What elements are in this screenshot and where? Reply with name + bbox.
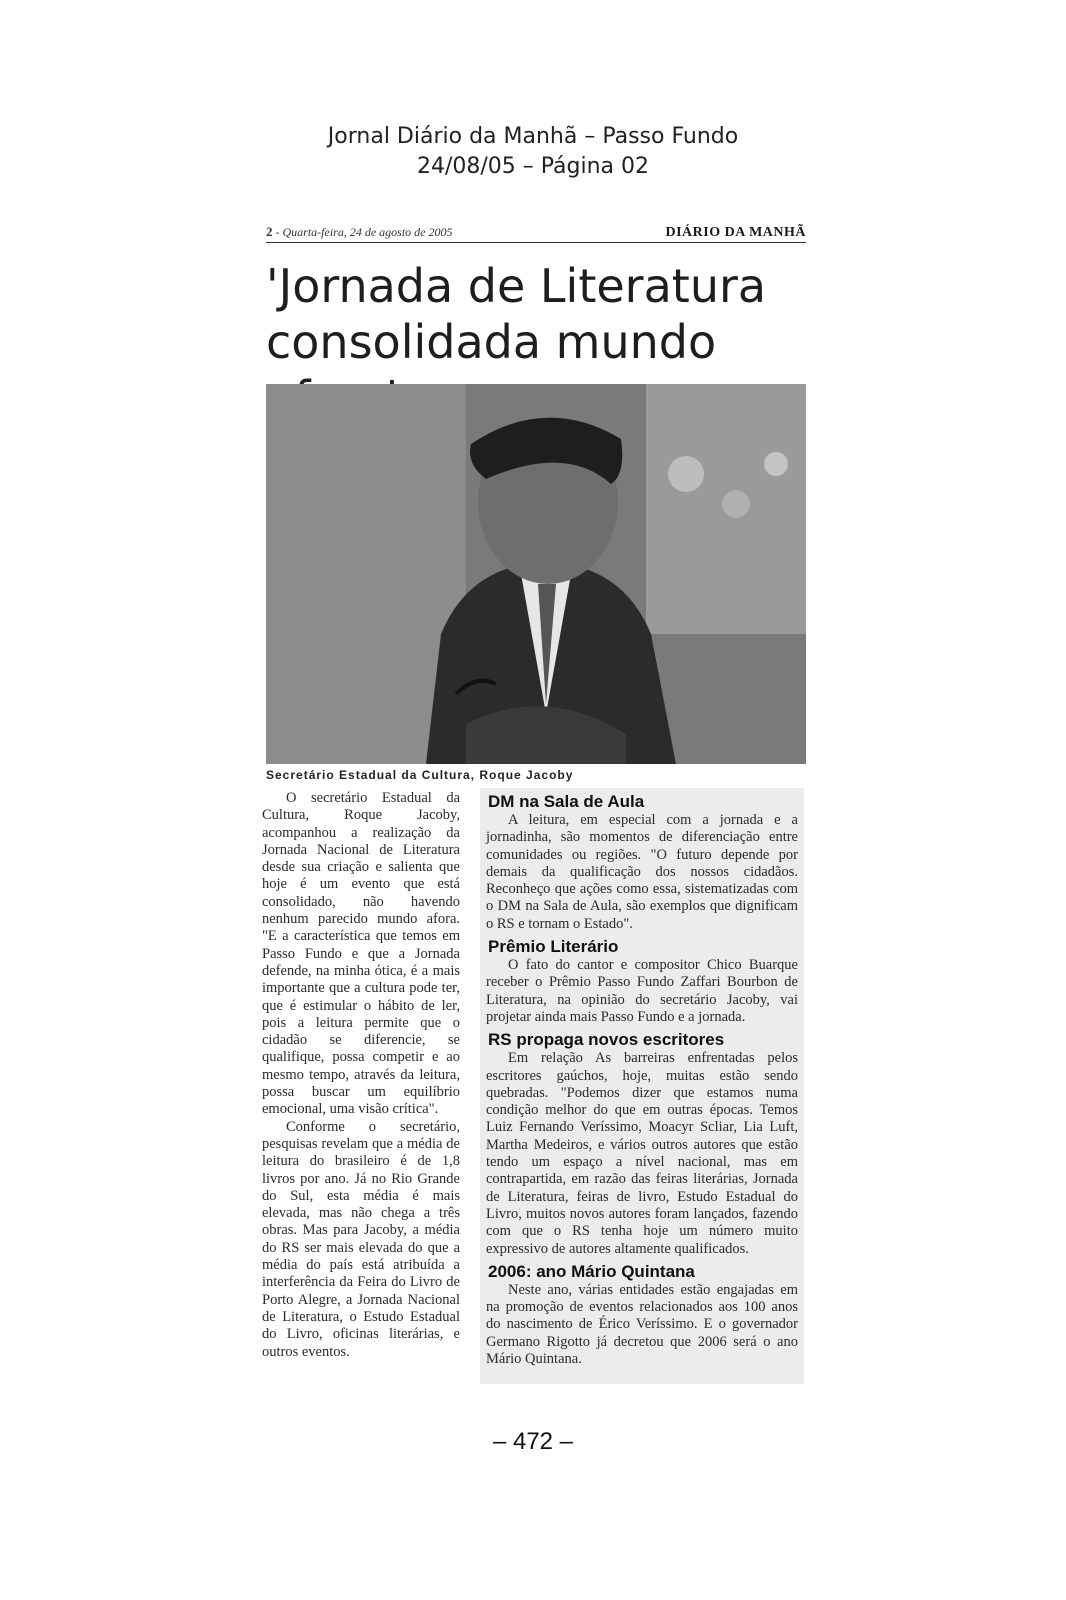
masthead (266, 220, 806, 243)
headline-line-1: 'Jornada de Literatura (266, 259, 767, 313)
section-title-rs-propaga: RS propaga novos escritores (488, 1030, 725, 1050)
article-sidebar (480, 788, 804, 1384)
article-left-column (262, 790, 460, 1361)
photo-caption: Secretário Estadual da Cultura, Roque Jacoby (266, 768, 574, 782)
portrait-illustration (266, 384, 806, 764)
article-paragraph-1: O secretário Estadual da Cultura, Roque Jacoby, acompanhou a realização da Jornada Nacional de Literatura desde sua criação e salienta que hoje é um evento que está consolidado, não havendo nenhum parecido mundo afora. "E a característica que temos em Passo Fundo e que a Jornada defende, na minha ótica, é a mais importante que a cultura pode ter, que é estimular o hábito de ler, pois a leitura permite que o cidadão se diferencie, se qualifique, possa competir e ao mesmo tempo, através da leitura, possa buscar um equilíbrio emocional, uma visão crítica". (262, 790, 460, 1118)
source-line-1: Jornal Diário da Manhã – Passo Fundo (327, 124, 739, 149)
source-line-2: 24/08/05 – Página 02 (416, 154, 650, 179)
section-text-ano-mario-quintana: Neste ano, várias entidades estão engajadas em na promoção de eventos relacionados aos 100 anos do nascimento de Érico Veríssimo. E o governador Germano Rigotto já decretou que 2006 será o ano Mário Quintana. (486, 1281, 798, 1368)
section-text-rs-propaga: Em relação As barreiras enfrentadas pelos escritores gaúchos, hoje, muitas estão sendo quebradas. "Podemos dizer que estamos numa condição melhor do que em outras épocas. Temos Luiz Fernando Veríssimo, Moacyr Scliar, Lia Luft, Martha Medeiros, e vários outros autores que estão tendo um espaço a nível nacional, mas em contrapartida, em razão das feiras literárias, Jornada de Literatura, feiras de livro, Estudo Estadual do Livro, muitos novos autores foram lançados, fazendo com que o RS tenha hoje um número muito expressivo de autores altamente qualificados. (486, 1050, 798, 1257)
article-paragraph-2: Conforme o secretário, pesquisas revelam que a média de leitura do brasileiro é de 1,8 livros por ano. Já no Rio Grande do Sul, esta média é mais elevada, mas não chega a três obras. Mas para Jacoby, a média do RS ser mais elevada do que a média do país está atribuída a interferência da Feira do Livro de Porto Alegre, a Jornada Nacional de Literatura, o Estudo Estadual do Livro, oficinas literárias, e outros eventos. (262, 1118, 460, 1360)
headline-line-2: consolidada mundo (266, 315, 717, 369)
portrait-photo (266, 384, 806, 764)
masthead-page-number: 2 (266, 224, 273, 239)
masthead-paper-name: DIÁRIO DA MANHÃ (665, 225, 806, 240)
section-title-dm-sala-de-aula: DM na Sala de Aula (488, 792, 645, 811)
masthead-date-line (266, 224, 452, 240)
section-title-premio-literario: Prêmio Literário (488, 937, 619, 957)
section-text-dm-sala-de-aula: A leitura, em especial com a jornada e a jornadinha, são momentos de diferenciação entre comunidades ou regiões. "O futuro depende por demais da qualificação dos nossos cidadãos. Reconheço que ações como essa, sistematizadas com o DM na Sala de Aula, são exemplos que dignificam o RS e tornam o Estado". (486, 812, 798, 932)
page-number: – 472 – (492, 1428, 574, 1455)
masthead-date: - Quarta-feira, 24 de agosto de 2005 (275, 225, 453, 239)
section-text-premio-literario: O fato do cantor e compositor Chico Buarque receber o Prêmio Passo Fundo Zaffari Bourbon de Literatura, na opinião do secretário Jacoby, vai projetar ainda mais Passo Fundo e a jornada. (486, 957, 798, 1025)
section-title-ano-mario-quintana: 2006: ano Mário Quintana (488, 1261, 695, 1281)
